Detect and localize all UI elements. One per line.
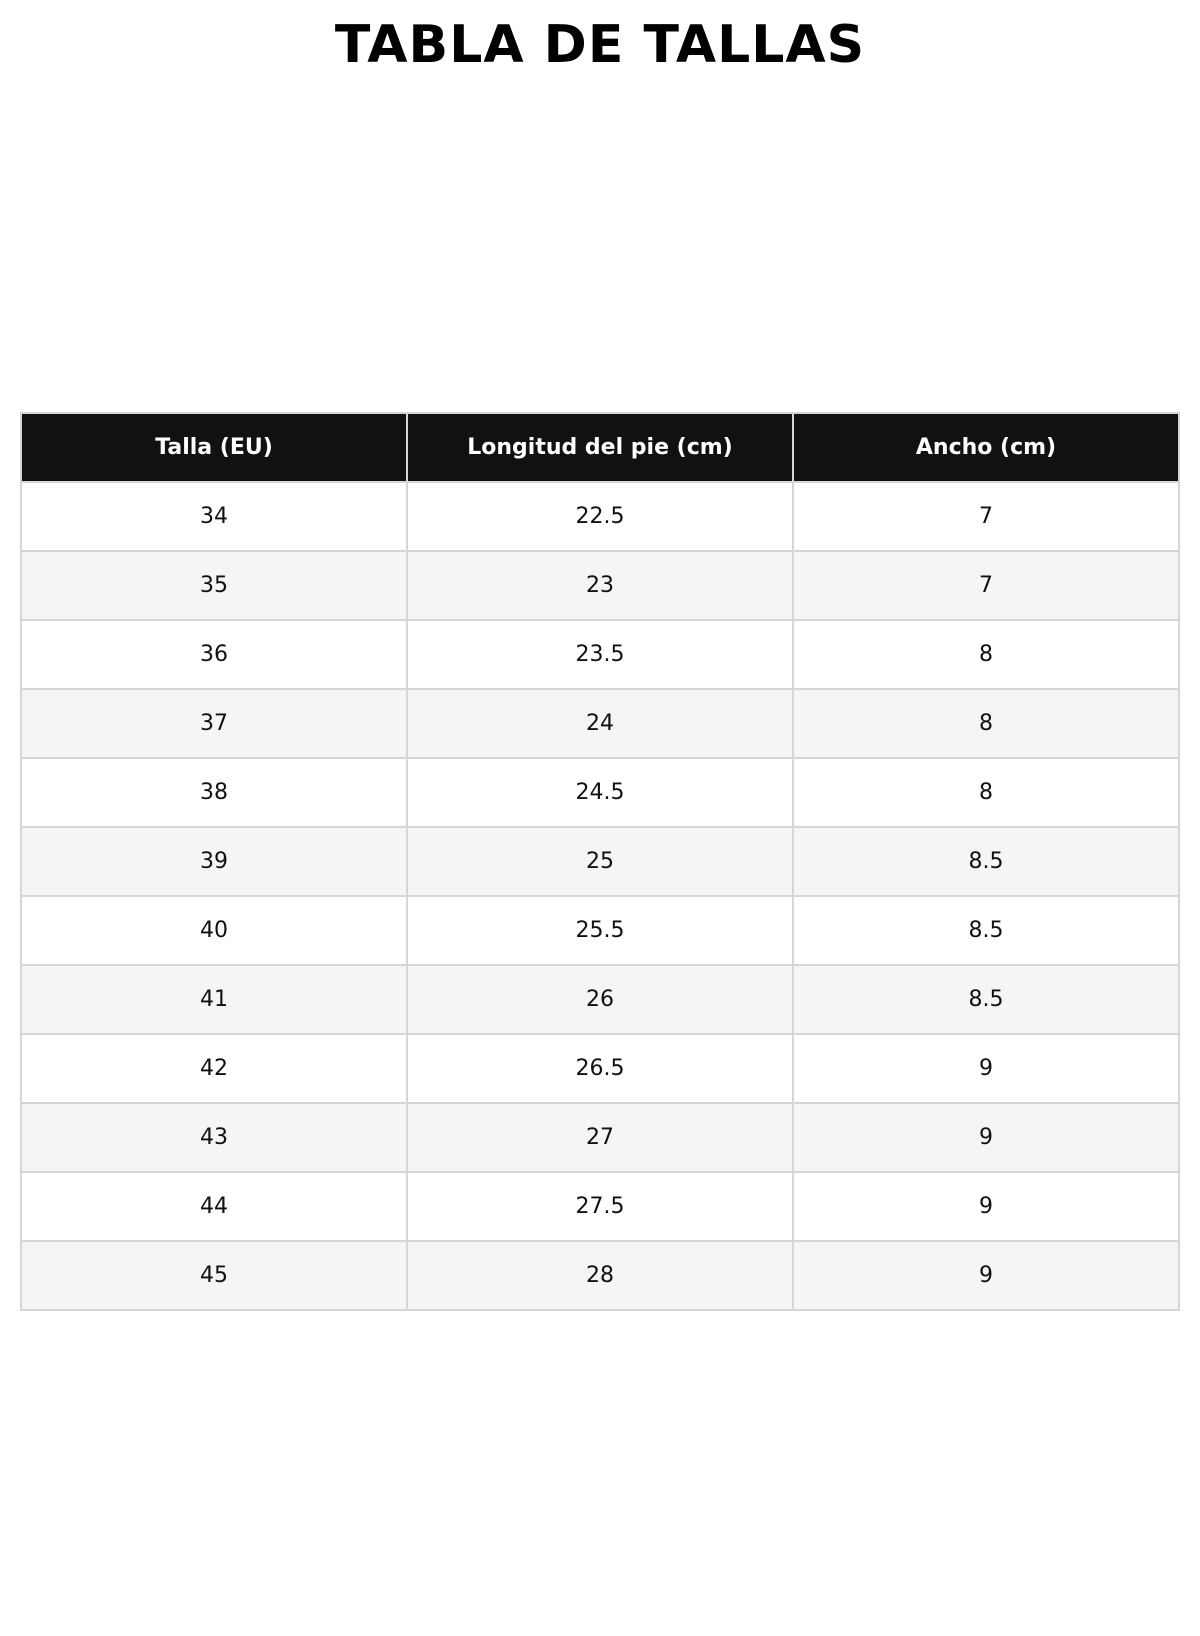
table-row (21, 758, 1179, 827)
column-header-size: Talla (EU) (21, 413, 407, 482)
foot-length-cell: 23 (407, 551, 793, 620)
foot-length-cell: 25 (407, 827, 793, 896)
table-row (21, 551, 1179, 620)
size-cell: 42 (21, 1034, 407, 1103)
foot-length-cell: 27.5 (407, 1172, 793, 1241)
column-header-width: Ancho (cm) (793, 413, 1179, 482)
foot-length-cell: 28 (407, 1241, 793, 1310)
table-row (21, 1103, 1179, 1172)
size-cell: 45 (21, 1241, 407, 1310)
table-row (21, 482, 1179, 551)
table-row (21, 689, 1179, 758)
width-cell: 7 (793, 551, 1179, 620)
size-cell: 39 (21, 827, 407, 896)
table-row (21, 827, 1179, 896)
table-body (21, 482, 1179, 1310)
width-cell: 8 (793, 620, 1179, 689)
foot-length-cell: 26 (407, 965, 793, 1034)
table-row (21, 1172, 1179, 1241)
foot-length-cell: 27 (407, 1103, 793, 1172)
width-cell: 9 (793, 1241, 1179, 1310)
size-cell: 44 (21, 1172, 407, 1241)
foot-length-cell: 25.5 (407, 896, 793, 965)
size-cell: 37 (21, 689, 407, 758)
width-cell: 9 (793, 1172, 1179, 1241)
size-cell: 38 (21, 758, 407, 827)
width-cell: 8.5 (793, 965, 1179, 1034)
width-cell: 9 (793, 1034, 1179, 1103)
table-row (21, 620, 1179, 689)
size-cell: 36 (21, 620, 407, 689)
table-row (21, 896, 1179, 965)
size-cell: 43 (21, 1103, 407, 1172)
foot-length-cell: 26.5 (407, 1034, 793, 1103)
table-row (21, 1034, 1179, 1103)
size-cell: 41 (21, 965, 407, 1034)
table-header-row (21, 413, 1179, 482)
width-cell: 8 (793, 758, 1179, 827)
size-cell: 34 (21, 482, 407, 551)
width-cell: 8.5 (793, 827, 1179, 896)
table-row (21, 1241, 1179, 1310)
column-header-foot-length: Longitud del pie (cm) (407, 413, 793, 482)
width-cell: 8 (793, 689, 1179, 758)
foot-length-cell: 24 (407, 689, 793, 758)
size-cell: 40 (21, 896, 407, 965)
width-cell: 9 (793, 1103, 1179, 1172)
table-row (21, 965, 1179, 1034)
width-cell: 7 (793, 482, 1179, 551)
foot-length-cell: 23.5 (407, 620, 793, 689)
size-table (20, 412, 1180, 1311)
foot-length-cell: 22.5 (407, 482, 793, 551)
width-cell: 8.5 (793, 896, 1179, 965)
page-title: TABLA DE TALLAS (334, 15, 866, 75)
size-cell: 35 (21, 551, 407, 620)
foot-length-cell: 24.5 (407, 758, 793, 827)
